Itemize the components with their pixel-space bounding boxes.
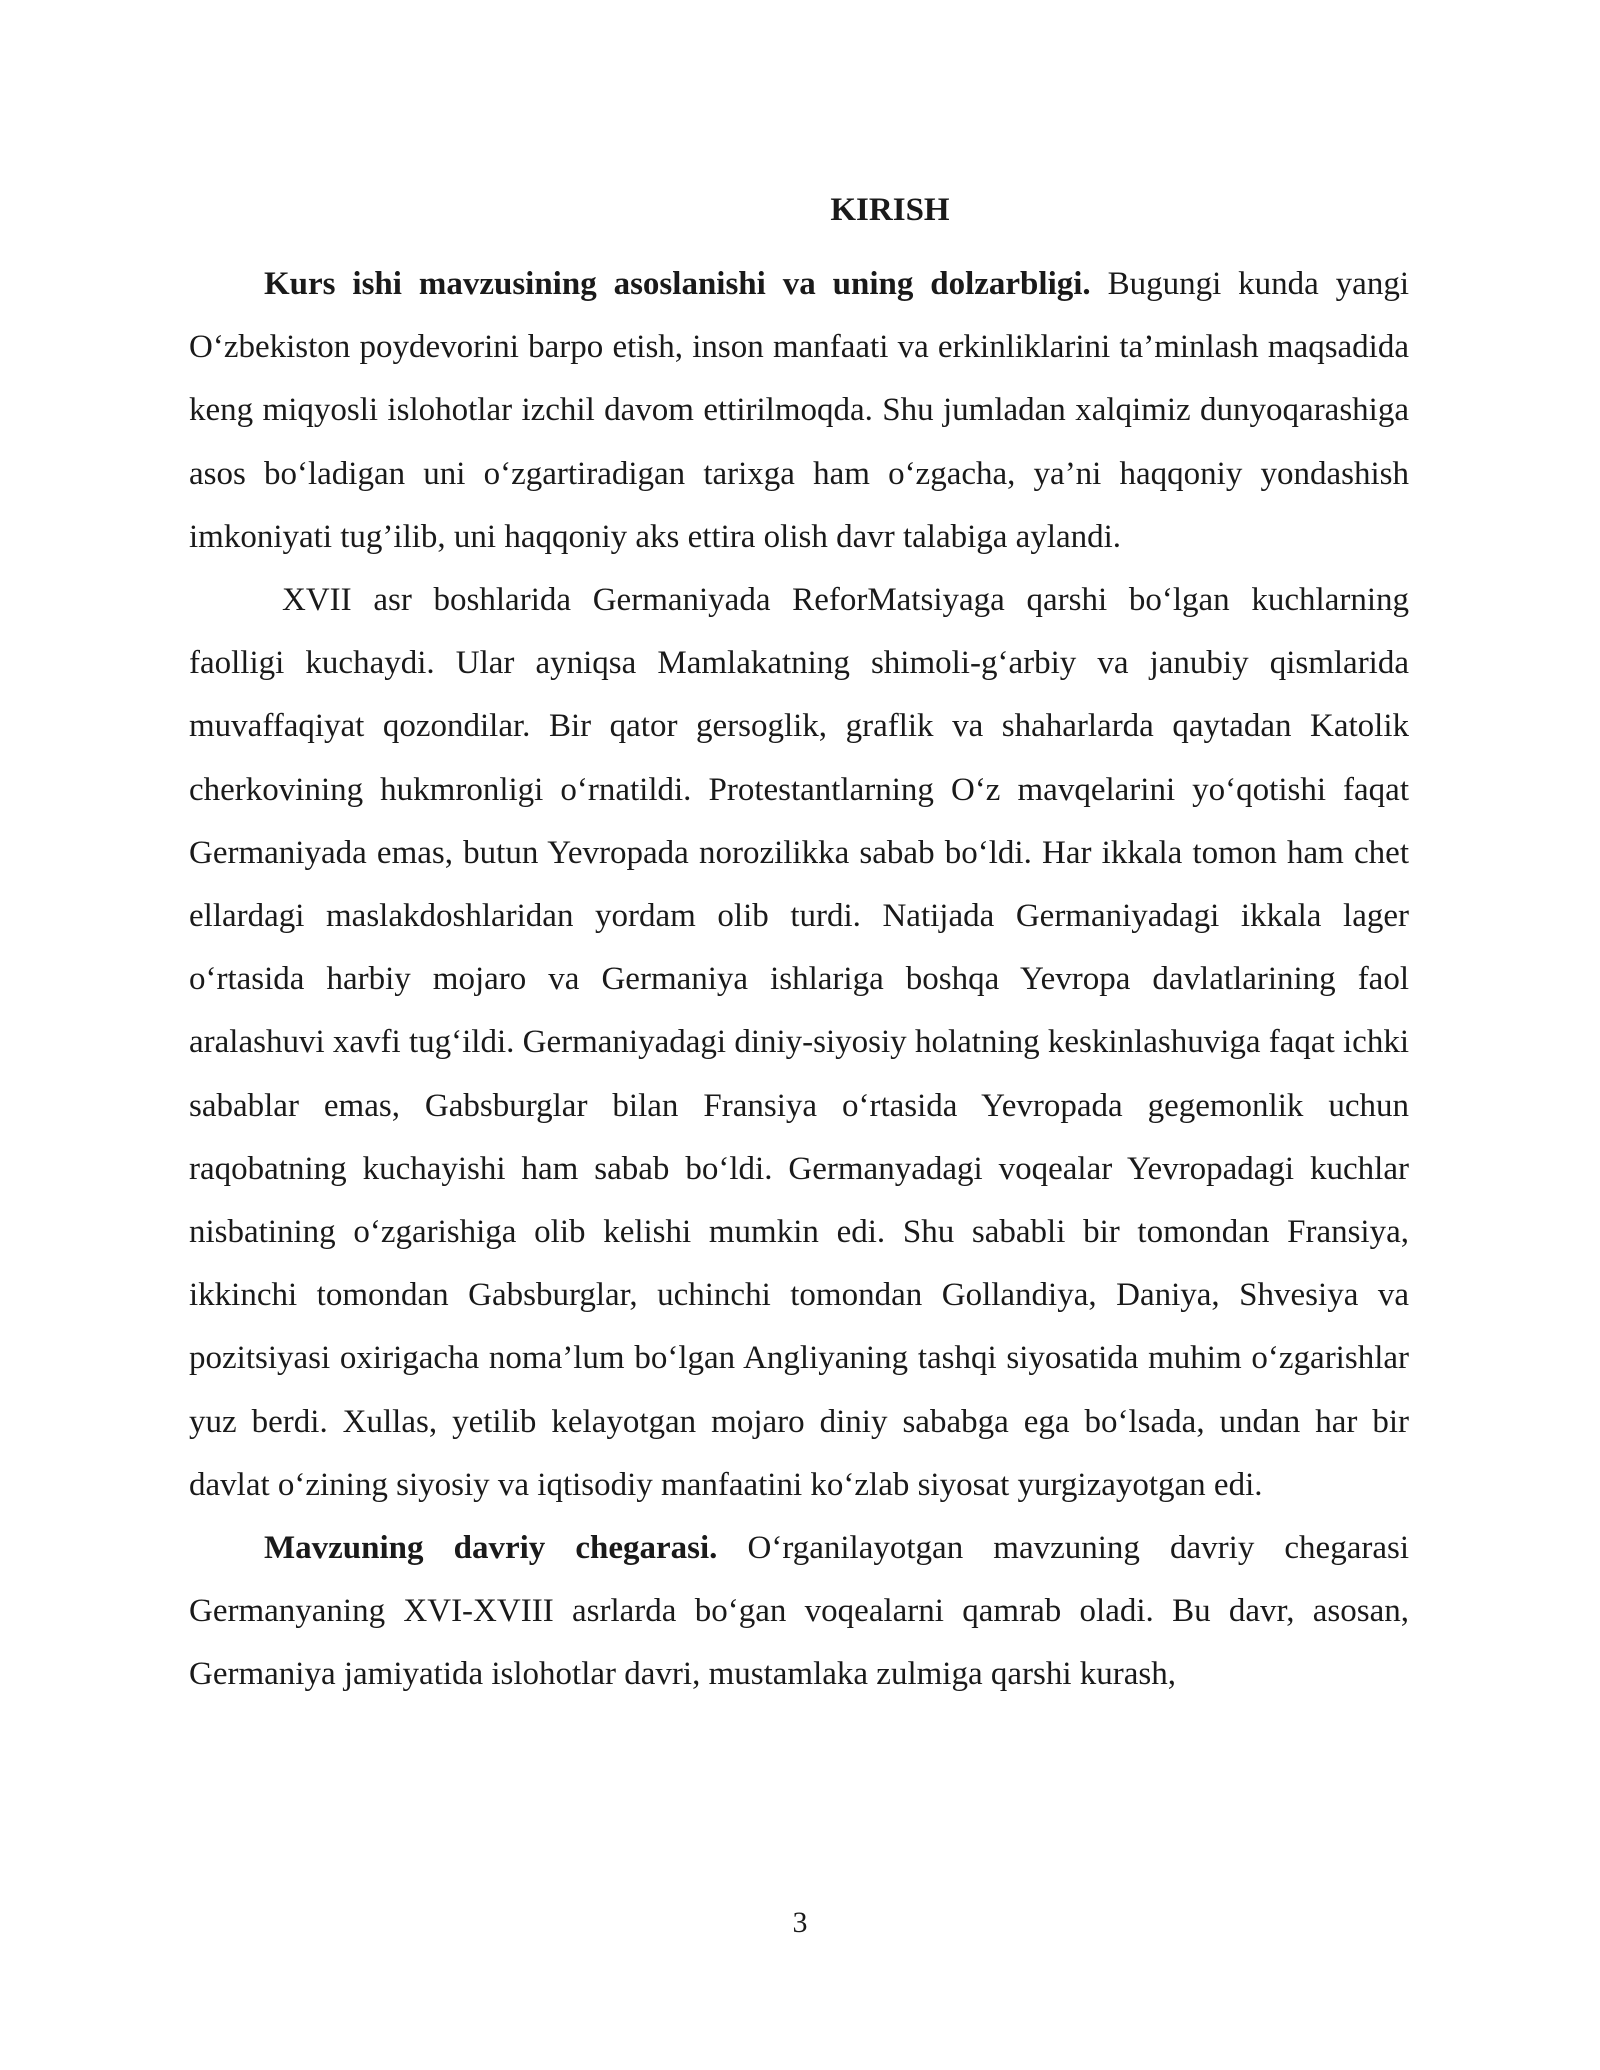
- paragraph-chronology: [189, 1517, 1409, 1707]
- body-text: [189, 253, 1409, 1707]
- paragraph-body: Bugungi kunda yangi O‘zbekiston poydevorini barpo etish, inson manfaati va erkinliklarini ta’minlash maqsadida keng miqyosli islohotlar izchil davom ettirilmoqda. Shu jumladan xalqimiz dunyoqarashiga asos bo‘ladigan uni o‘zgartiradigan tarixga ham o‘zgacha, ya’ni haqqoniy yondashish imkoniyati tug’ilib, uni haqqoniy aks ettira olish davr talabiga aylandi.: [189, 266, 1409, 555]
- paragraph-history: [189, 569, 1409, 1517]
- paragraph-body: O‘rganilayotgan mavzuning davriy chegarasi Germanyaning XVI-XVIII asrlarda bo‘gan voqealarni qamrab oladi. Bu davr, asosan, Germaniya jamiyatida islohotlar davri, mustamlaka zulmiga qarshi kurash,: [189, 1530, 1409, 1693]
- paragraph-body: XVII asr boshlarida Germaniyada ReforMatsiyaga qarshi bo‘lgan kuchlarning faolligi kuchaydi. Ular ayniqsa Mamlakatning shimoli-g‘arbiy va janubiy qismlarida muvaffaqiyat qozondilar. Bir qator gersoglik, graflik va shaharlarda qaytadan Katolik cherkovining hukmronligi o‘rnatildi. Protestantlarning O‘z mavqelarini yo‘qotishi faqat Germaniyada emas, butun Yevropada norozilikka sabab bo‘ldi. Har ikkala tomon ham chet ellardagi maslakdoshlaridan yordam olib turdi. Natijada Germaniyadagi ikkala lager o‘rtasida harbiy mojaro va Germaniya ishlariga boshqa Yevropa davlatlarining faol aralashuvi xavfi tug‘ildi. Germaniyadagi diniy-siyosiy holatning keskinlashuviga faqat ichki sabablar emas, Gabsburglar bilan Fransiya o‘rtasida Yevropada gegemonlik uchun raqobatning kuchayishi ham sabab bo‘ldi. Germanyadagi voqealar Yevropadagi kuchlar nisbatining o‘zgarishiga olib kelishi mumkin edi. Shu sababli bir tomondan Fransiya, ikkinchi tomondan Gabsburglar, uchinchi tomondan Gollandiya, Daniya, Shvesiya va pozitsiyasi oxirigacha noma’lum bo‘lgan Angliyaning tashqi siyosatida muhim o‘zgarishlar yuz berdi. Xullas, yetilib kelayotgan mojaro diniy sababga ega bo‘lsada, undan har bir davlat o‘zining siyosiy va iqtisodiy manfaatini ko‘zlab siyosat yurgizayotgan edi.: [189, 582, 1409, 1503]
- paragraph-lead: Kurs ishi mavzusining asoslanishi va uning dolzarbligi.: [264, 266, 1091, 302]
- paragraph-relevance: [189, 253, 1409, 569]
- paragraph-lead: Mavzuning davriy chegarasi.: [264, 1530, 718, 1567]
- page-number: 3: [792, 1906, 808, 1939]
- section-heading: KIRISH: [830, 192, 950, 228]
